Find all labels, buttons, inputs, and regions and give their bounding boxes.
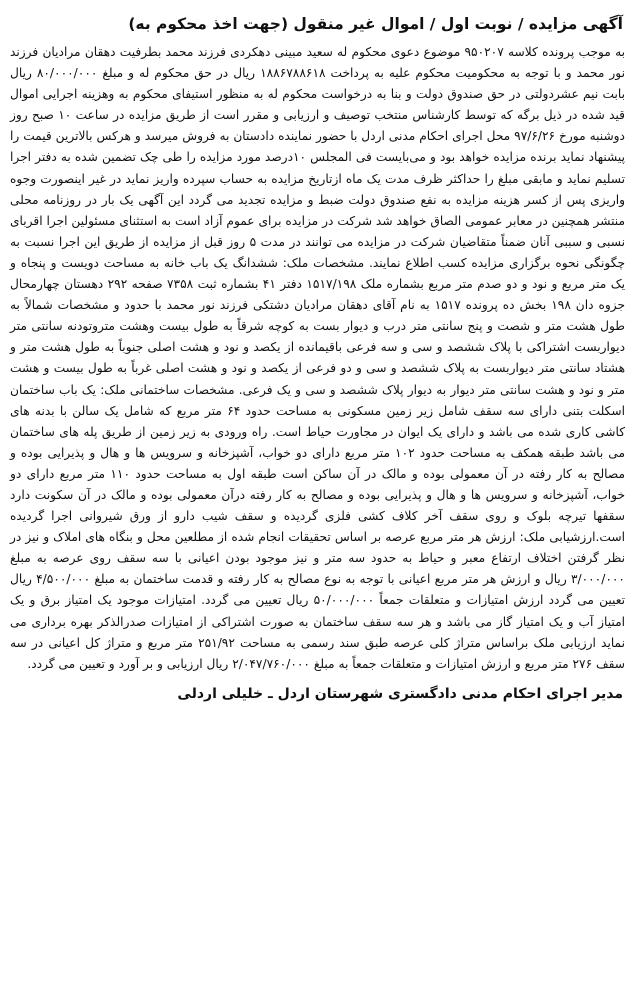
- auction-notice: [8, 12, 627, 999]
- notice-title: آگهی مزایده / نوبت اول / اموال غیر منقول (جهت اخذ محکوم به): [128, 15, 623, 33]
- notice-signature: مدیر اجرای احکام مدنی دادگستری شهرستان اردل ـ خلیلی اردلی: [177, 685, 623, 702]
- notice-body: به موجب پرونده کلاسه ۹۵۰۲۰۷ موضوع دعوی محکوم له سعید مبینی دهکردی فرزند محمد بطرفیت دهقان مرادیان فرزند نور محمد و با توجه به محکومیت محکوم علیه به پرداخت ۱۸۸۶۷۸۸۶۱۸ ریال در حق محکوم له و مبلغ ۸۰/۰۰۰/۰۰۰ ریال بابت نیم عشردولتی در حق صندوق دولت و بنا به درخواست محکوم له به منظور استیفای محکوم به وهزینه اجرایی اموال قید شده در ذیل برگه که توسط کارشناس منتخب توصیف و ارزیابی و مقرر است از طریق مزایده در ساعت ۱۰ صبح روز دوشنبه مورخ ۹۷/۶/۲۶ محل اجرای احکام مدنی اردل با حضور نماینده دادستان به فروش میرسد و هرکس بالاترین قیمت را پیشنهاد نماید برنده مزایده خواهد بود و می‌بایست فی المجلس ۱۰درصد مورد مزایده را طی چک تضمین شده به دفتر اجرا تسلیم نماید و مابقی مبلغ را حداکثر ظرف مدت یک ماه ازتاریخ مزایده به حساب سپرده واریز نماید در غیر اینصورت وجوه واریزی پس از کسر هزینه مزایده به نفع صندوق دولت ضبط و مزایده تجدید می گردد این آگهی یک بار در روزنامه محلی منتشر همچنین در معابر عمومی الصاق خواهد شد شرکت در مزایده برای عموم آزاد است به استثنای مسئولین اجرا اقربای نسبی و سببی آنان ضمناً متقاضیان شرکت در مزایده می توانند در مدت ۵ روز قبل از مزایده از طریق این اجرا نسبت به چگونگی نحوه برگزاری مزایده کسب اطلاع نمایند. مشخصات ملک: ششدانگ یک باب خانه به مساحت دویست و پنجاه و یک متر مربع و نود و دو صدم متر مربع بشماره ملک ۱۵۱۷/۱۹۸ دفتر ۴۱ بشماره ثبت ۷۳۵۸ صفحه ۲۹۲ دهستان چهارمحال جزوه دان ۱۹۸ بخش ده پرونده ۱۵۱۷ به نام آقای دهقان مرادیان دشتکی فرزند نور محمد با حدود و مشخصات شمالاً به طول هشت متر و شصت و پنج سانتی متر درب و دیوار بست به کوچه شرقاً به طول بیست وهشت متروتودنه سانتی متر دیواربست اشتراکی با پلاک ششصد و سی و سه فرعی باقیمانده از یکصد و نود و هشت اصلی جنوباً به طول هشت متر و هشتاد سانتی متر دیواربست به پلاک ششصد و سی و دو فرعی از یکصد و نود و هشت اصلی غرباً به طول بیست و هشت متر و نود و هشت سانتی متر دیوار به دیوار پلاک ششصد و سی و یک فرعی. مشخصات ساختمانی ملک: یک باب ساختمان اسکلت بتنی دارای سه سقف شامل زیر زمین مسکونی به مساحت حدود ۶۴ متر مربع که شامل یک سالن با بدنه های کاشی کاری شده می باشد و دارای یک ایوان در مجاورت حیاط است. راه ورودی به زیر زمین از طریق پله های ساختمان می باشد طبقه همکف به مساحت حدود ۱۰۲ متر مربع دارای دو خواب، آشپزخانه و سرویس ها و هال و پذیرایی بوده و مصالح به کار رفته در آن معمولی بوده و مالک در آن ساکن است طبقه اول به مساحت حدود ۱۱۰ متر مربع دارای دو خواب، آشپزخانه و سرویس ها و هال و پذیرایی بوده و مصالح به کار رفته درآن معمولی بوده و مالک در آن سکونت دارد سقفها تیرچه بلوک و روی سقف آخر کلاف کشی فلزی گردیده و سقف شیب دارو از ورق شیروانی اجرا گردیده است.ارزشیابی ملک: ارزش هر متر مربع عرصه بر اساس تحقیقات انجام شده از مطلعین محل و بنگاه های املاک و نیز در نظر گرفتن اختلاف ارتفاع معبر و حیاط به حدود سه متر و نیز موجود بودن اعیانی با سه سقف روی عرصه به مبلغ ۳/۰۰۰/۰۰۰ ریال و ارزش هر متر مربع اعیانی با توجه به نوع مصالح به کار رفته و قدمت ساختمان به مبلغ ۴/۵۰۰/۰۰۰ ریال تعیین می گردد ارزش امتیازات و متعلقات جمعاً ۵۰/۰۰۰/۰۰۰ ریال تعیین می گردد. امتیازات موجود یک امتیاز برق و یک امتیاز آب و یک امتیاز گاز می باشد و هر سه سقف ساختمان به صورت اشتراکی از امتیازات صدرالذکر بهره برداری می نماید ارزیابی ملک براساس متراژ کلی عرصه طبق سند رسمی به مساحت ۲۵۱/۹۲ متر مربع و متراژ کل اعیانی در سه سقف ۲۷۶ متر مربع و ارزش امتیازات و متعلقات جمعاً به مبلغ ۲/۰۴۷/۷۶۰/۰۰۰ ریال ارزیابی و بر آورد و تعیین می گردد.: [10, 45, 626, 671]
